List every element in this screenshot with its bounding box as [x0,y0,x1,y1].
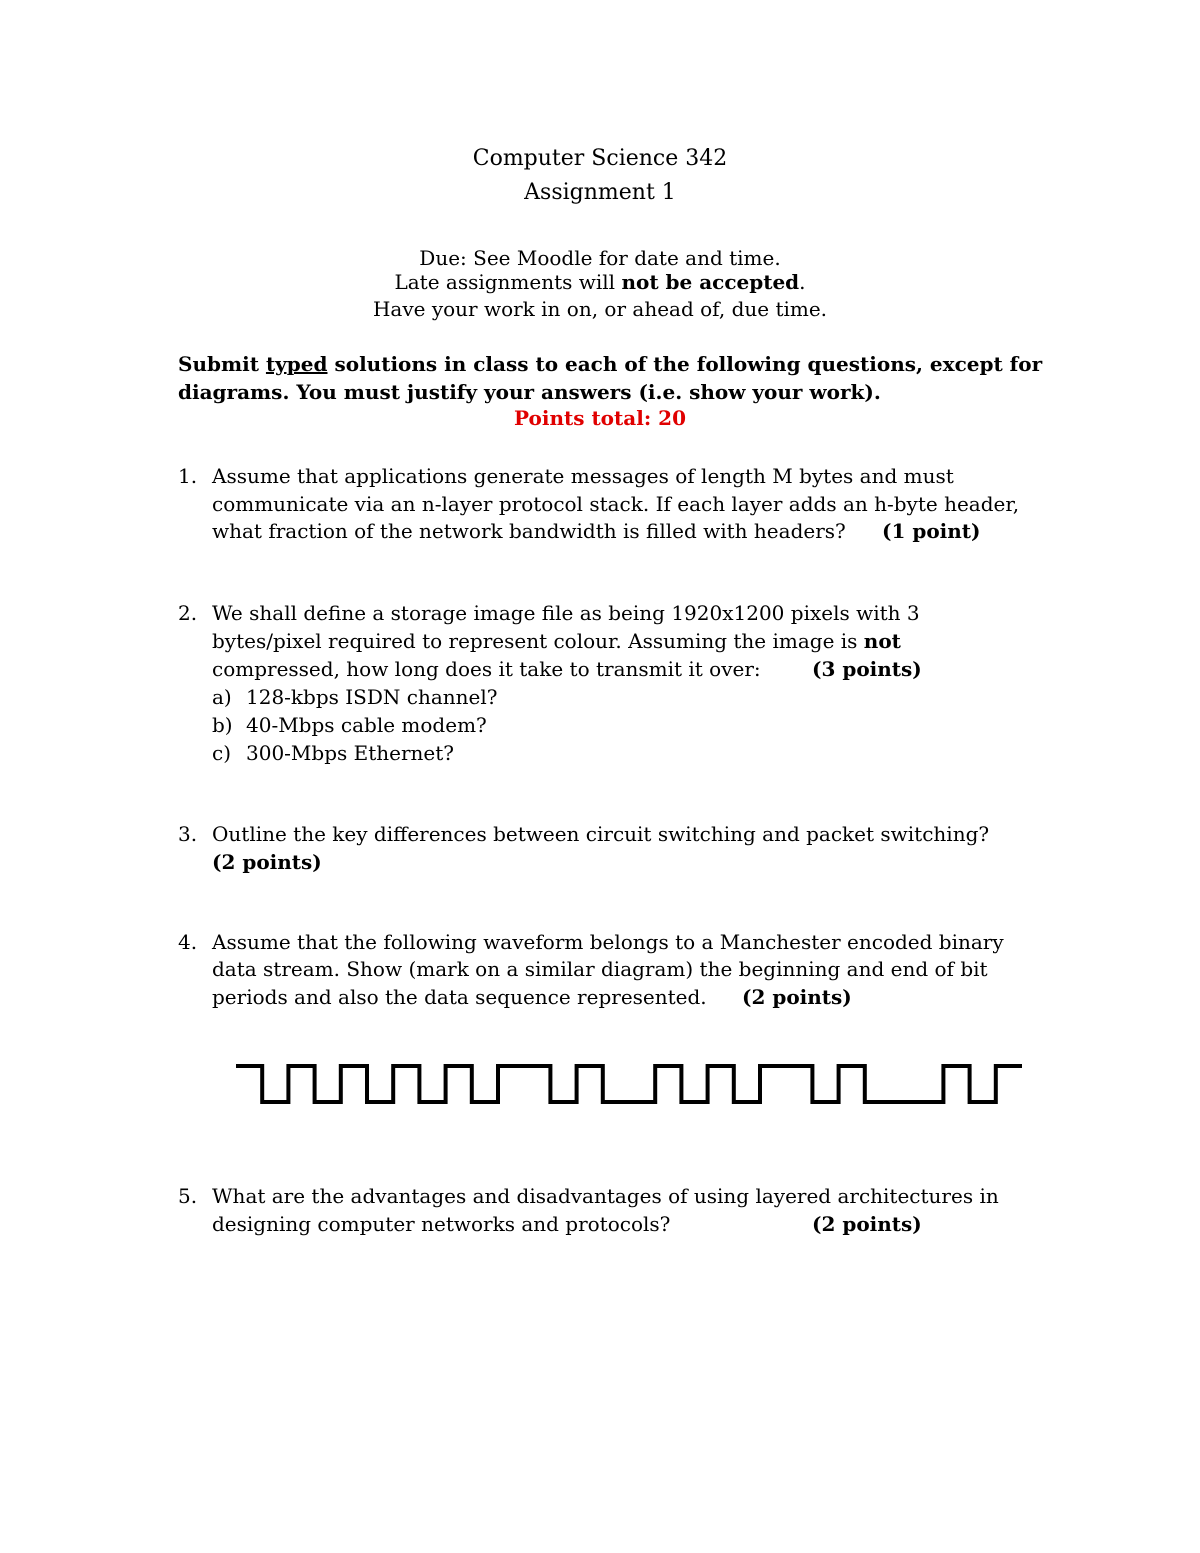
manchester-waveform [236,1062,1036,1112]
late-suffix: . [799,270,806,294]
question-number: 3. [178,822,198,846]
question-text-line: What are the advantages and disadvantages of using layered architectures in [212,1184,999,1208]
option-label: a) [212,685,232,709]
question-text-line: compressed, how long does it take to transmit it over: [212,657,761,681]
option-text: 300-Mbps Ethernet? [246,741,455,765]
question-points: (1 point) [882,519,981,543]
question-text-line [212,627,901,655]
question-text-line: data stream. Show (mark on a similar diagram) the beginning and end of bit [212,957,988,981]
question-text: bytes/pixel required to represent colour. Assuming the image is [212,629,864,653]
question-points: (3 points) [812,657,922,681]
question-text-line: Assume that the following waveform belongs to a Manchester encoded binary [212,930,1004,954]
question-text-line: Outline the key differences between circuit switching and packet switching? [212,822,990,846]
question-number: 1. [178,464,198,488]
submit-prefix: Submit [178,352,266,376]
question-number: 2. [178,601,198,625]
question-points: (2 points) [742,985,852,1009]
question-text-line: designing computer networks and protocols? [212,1212,671,1236]
due-line: Due: See Moodle for date and time. [419,246,781,270]
question-text-line: periods and also the data sequence represented. [212,985,707,1009]
late-bold: not be accepted [621,270,800,294]
question-points: (2 points) [812,1212,922,1236]
question-points: (2 points) [212,850,322,874]
waveform-line [236,1066,1022,1102]
option-label: c) [212,741,232,765]
submit-rest: solutions in class to each of the following questions, except for [327,352,1043,376]
question-text-line: what fraction of the network bandwidth is filled with headers? [212,519,846,543]
question-number: 5. [178,1184,198,1208]
option-text: 128-kbps ISDN channel? [246,685,498,709]
question-text-line: Assume that applications generate messages of length M bytes and must [212,464,954,488]
have-work-line: Have your work in on, or ahead of, due time. [372,297,828,321]
question-number: 4. [178,930,198,954]
assignment-title: Assignment 1 [524,180,676,205]
submit-line-1 [178,350,1042,378]
late-line [0,270,1200,294]
option-label: b) [212,713,233,737]
option-text: 40-Mbps cable modem? [246,713,487,737]
question-text-line: We shall define a storage image file as being 1920x1200 pixels with 3 [212,601,920,625]
question-bold-word: not [863,629,901,653]
course-title: Computer Science 342 [472,146,728,171]
submit-typed: typed [265,352,328,376]
question-text-line: communicate via an n-layer protocol stack. If each layer adds an h-byte header, [212,492,1020,516]
late-prefix: Late assignments will [394,270,622,294]
submit-line-2: diagrams. You must justify your answers (i.e. show your work). [178,380,881,404]
points-total: Points total: 20 [514,406,686,430]
